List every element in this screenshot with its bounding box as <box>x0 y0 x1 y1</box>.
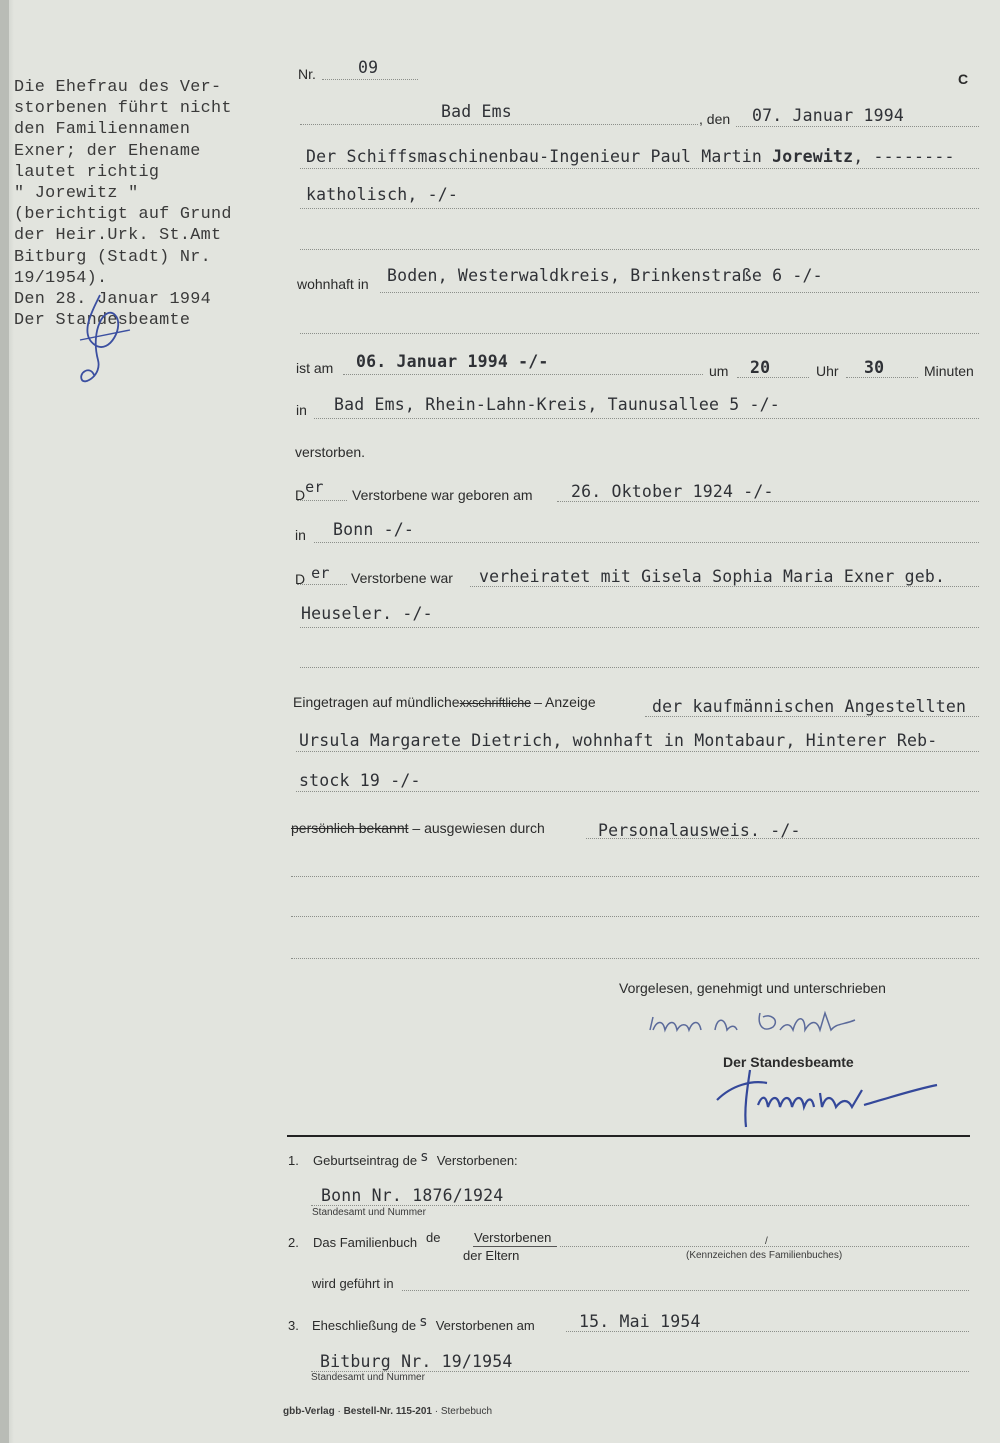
registry-place: Bad Ems <box>441 102 512 121</box>
informant-rule-2 <box>296 751 979 752</box>
item1-rule <box>311 1205 969 1206</box>
um-label: um <box>709 363 729 379</box>
item2-slash: / <box>765 1236 768 1247</box>
informant-line-1: der kaufmännischen Angestellten <box>652 697 967 716</box>
place-rule <box>300 124 698 125</box>
registrar-signature <box>712 1065 947 1135</box>
item3-rule <box>566 1331 969 1332</box>
informant-line-3: stock 19 -/- <box>299 771 421 790</box>
marriage-date: 15. Mai 1954 <box>579 1312 701 1331</box>
death-date: 06. Januar 1994 -/- <box>356 352 549 371</box>
margin-line: den Familiennamen <box>14 120 191 140</box>
item3-caption: Standesamt und Nummer <box>311 1372 425 1383</box>
identification-label: persönlich bekannt – ausgewiesen durch <box>291 820 545 836</box>
margin-signature <box>70 285 150 395</box>
margin-line: Exner; der Ehename <box>14 141 201 161</box>
item2-number: 2. <box>288 1235 299 1250</box>
death-minutes: 30 <box>864 358 885 377</box>
identification-document: Personalausweis. -/- <box>598 821 801 840</box>
informant-signature <box>645 1005 875 1045</box>
informant-rule-1 <box>645 716 979 717</box>
item1-number: 1. <box>288 1153 299 1168</box>
margin-line: lautet richtig <box>14 162 160 182</box>
birth-date: 26. Oktober 1924 -/- <box>571 482 774 501</box>
margin-line: Der Standesbeamte <box>14 311 191 331</box>
religion: katholisch, -/- <box>306 185 459 204</box>
nr-rule <box>322 79 418 80</box>
corner-letter: C <box>958 71 969 87</box>
registrar-label: Der Standesbeamte <box>723 1054 854 1070</box>
item2-eltern: der Eltern <box>463 1248 520 1263</box>
blank-rule <box>300 249 979 250</box>
marriage-line-1: verheiratet mit Gisela Sophia Maria Exner geb. <box>479 567 946 586</box>
item3-number: 3. <box>288 1318 299 1333</box>
item1-label: Geburtseintrag de s Verstorbenen: <box>313 1149 518 1168</box>
birth-label: Verstorbene war geboren am <box>352 487 533 503</box>
death-place-rule <box>314 418 979 419</box>
marriage-line-2: Heuseler. -/- <box>301 604 433 623</box>
margin-line: Bitburg (Stadt) Nr. <box>14 247 212 267</box>
id-rule <box>586 838 979 839</box>
blank-rule-5 <box>291 916 979 917</box>
death-place: Bad Ems, Rhein-Lahn-Kreis, Taunusallee 5 -/- <box>334 395 780 414</box>
nr-label: Nr. <box>298 66 316 82</box>
death-date-rule <box>343 374 703 375</box>
item2-label: Das Familienbuch <box>313 1235 418 1250</box>
date-rule <box>736 126 979 127</box>
marriage-d-label: D er <box>295 564 330 587</box>
marriage-d-rule <box>297 584 347 585</box>
marriage-rule-2 <box>300 627 979 628</box>
deceased-surname: Jorewitz <box>772 147 854 166</box>
verstorben-label: verstorben. <box>295 444 366 460</box>
birth-register-entry: Bonn Nr. 1876/1924 <box>321 1186 504 1205</box>
item2-rule <box>560 1246 969 1247</box>
residence: Boden, Westerwaldkreis, Brinkenstraße 6 -/- <box>387 266 823 285</box>
item2-strike-line <box>473 1246 557 1247</box>
publisher-line: gbb-Verlag · Bestell-Nr. 115-201 · Sterbebuch <box>283 1406 493 1417</box>
in-label: in <box>296 402 307 418</box>
religion-rule <box>300 208 979 209</box>
birth-d-label: Der <box>295 478 324 503</box>
item2-de: de <box>426 1230 441 1245</box>
birth-d-rule <box>297 500 347 501</box>
registry-date: 07. Januar 1994 <box>752 106 905 125</box>
birth-in-label: in <box>295 527 306 543</box>
item2-verstorbenen: Verstorbenen <box>474 1230 552 1245</box>
read-approved-label: Vorgelesen, genehmigt und unterschrieben <box>619 980 886 996</box>
item2-rule-2 <box>402 1290 969 1291</box>
residence-label: wohnhaft in <box>297 276 369 292</box>
birth-date-rule <box>557 501 979 502</box>
struck-known: persönlich bekannt <box>291 820 409 836</box>
margin-line: " Jorewitz " <box>14 184 139 204</box>
margin-line: (berichtigt auf Grund <box>14 205 232 225</box>
item2-label2: wird geführt in <box>312 1276 394 1291</box>
binding-spine <box>0 0 9 1443</box>
ist-am-label: ist am <box>296 360 334 376</box>
name-rule <box>300 168 979 169</box>
struck-written: xxschriftliche <box>459 696 532 710</box>
margin-line: Die Ehefrau des Ver- <box>14 78 222 97</box>
margin-line: Den 28. Januar 1994 <box>14 290 212 310</box>
blank-rule-3 <box>300 667 979 668</box>
marriage-register-entry: Bitburg Nr. 19/1954 <box>320 1352 513 1371</box>
marriage-rule-1 <box>470 586 979 587</box>
marriage-label: Verstorbene war <box>351 570 453 586</box>
entry-number: 09 <box>358 58 379 77</box>
birth-place: Bonn -/- <box>333 520 415 539</box>
margin-line: der Heir.Urk. St.Amt <box>14 226 222 246</box>
residence-rule <box>380 292 979 293</box>
hour-rule <box>737 377 809 378</box>
deceased-name: Der Schiffsmaschinenbau-Ingenieur Paul Martin Jorewitz, -------- <box>306 147 955 166</box>
birth-place-rule <box>314 542 979 543</box>
item3-label: Eheschließung de s Verstorbenen am <box>312 1314 535 1333</box>
item2-caption: (Kennzeichen des Familienbuches) <box>686 1250 843 1261</box>
uhr-label: Uhr <box>816 363 839 379</box>
death-hour: 20 <box>750 358 771 377</box>
margin-line: storbenen führt nicht <box>14 99 232 119</box>
minuten-label: Minuten <box>924 363 974 379</box>
margin-line: 19/1954). <box>14 268 108 288</box>
den-label: , den <box>699 111 731 127</box>
informant-rule-3 <box>296 791 979 792</box>
blank-rule-6 <box>291 958 979 959</box>
informant-line-2: Ursula Margarete Dietrich, wohnhaft in Montabaur, Hinterer Reb- <box>299 731 938 750</box>
blank-rule-2 <box>300 333 979 334</box>
blank-rule-4 <box>291 876 979 877</box>
section-divider <box>287 1135 970 1137</box>
registration-label: Eingetragen auf mündlichexxschriftliche – Anzeige <box>293 694 596 710</box>
item1-caption: Standesamt und Nummer <box>312 1207 426 1218</box>
minutes-rule <box>846 377 918 378</box>
